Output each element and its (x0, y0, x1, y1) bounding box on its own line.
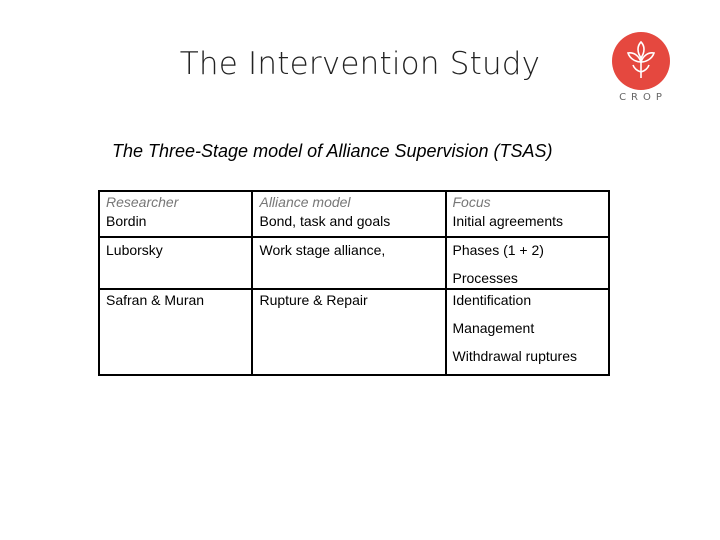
table-row (99, 191, 609, 237)
tsas-table (98, 190, 610, 376)
cell-researcher (99, 191, 252, 237)
crop-logo (612, 32, 672, 106)
researcher-name: Safran & Muran (106, 292, 205, 308)
model-name: Rupture & Repair (259, 292, 368, 308)
header-focus: Focus (452, 194, 491, 210)
table-row (99, 237, 609, 289)
model-name: Work stage alliance, (259, 242, 386, 258)
slide-title: The Intervention Study (179, 46, 541, 82)
table-caption: The Three-Stage model of Alliance Supervision (TSAS) (112, 141, 553, 161)
table-row (99, 289, 609, 375)
focus-item: Phases (1 + 2) (452, 242, 544, 258)
researcher-name: Bordin (106, 213, 147, 229)
researcher-name: Luborsky (106, 242, 163, 258)
cell-focus (446, 191, 610, 237)
cell-focus (446, 237, 610, 289)
logo-wordmark: CROP (619, 92, 667, 103)
focus-item: Initial agreements (452, 213, 564, 229)
header-researcher: Researcher (106, 194, 179, 210)
cell-model (252, 191, 445, 237)
header-alliance-model: Alliance model (259, 194, 351, 210)
cell-researcher (99, 237, 252, 289)
cell-model (252, 289, 445, 375)
cell-focus (446, 289, 610, 375)
focus-item: Withdrawal ruptures (452, 348, 577, 364)
cell-researcher (99, 289, 252, 375)
cell-model (252, 237, 445, 289)
leaf-icon (612, 32, 670, 90)
focus-item: Identification (452, 292, 532, 308)
model-name: Bond, task and goals (259, 213, 391, 229)
focus-item: Management (452, 320, 535, 336)
focus-item: Processes (452, 270, 518, 286)
